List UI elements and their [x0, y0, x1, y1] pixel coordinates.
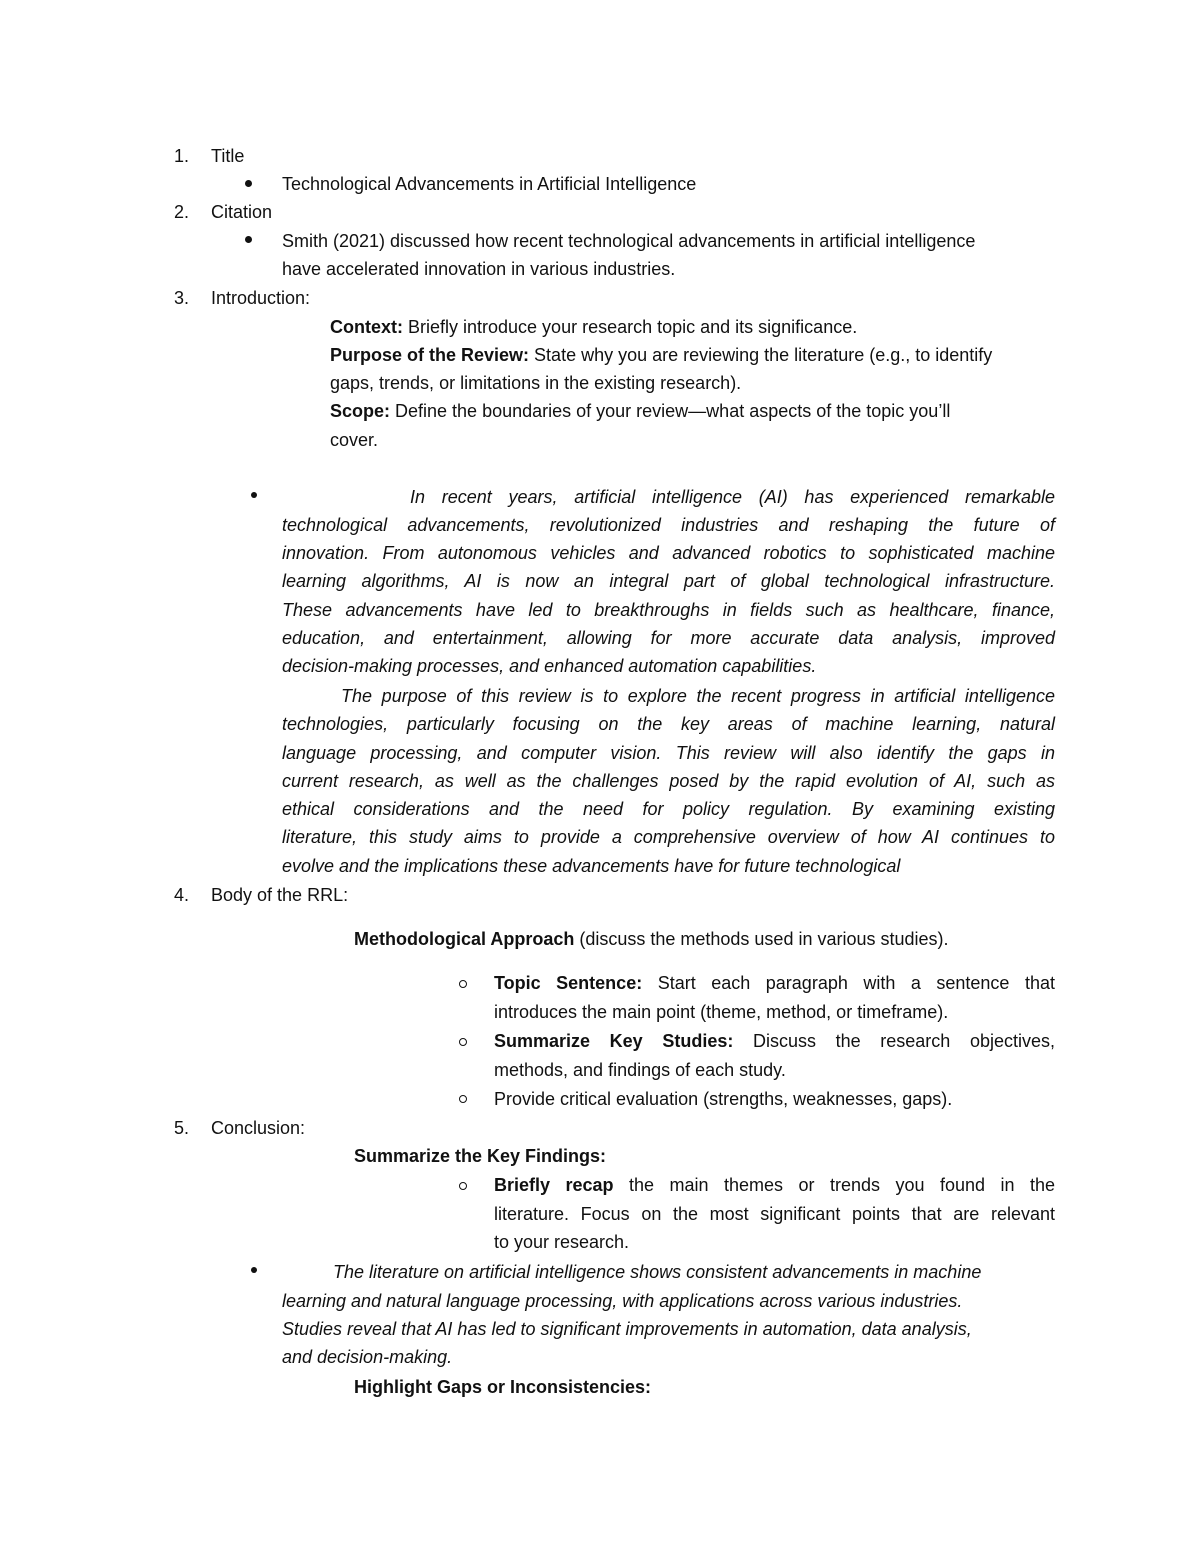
list-number-1: 1. [174, 146, 190, 166]
section-heading-body: Body of the RRL: [211, 885, 349, 905]
purpose-text: State why you are reviewing the literature (e.g., to identify [529, 345, 993, 365]
topic-sentence-line [494, 971, 1055, 995]
intro-para2-line: ethical considerations and the need for policy regulation. By examining existing [282, 799, 1055, 819]
bullet-icon [251, 1267, 257, 1273]
scope-line [330, 399, 950, 423]
summarize-text-cont: methods, and findings of each study. [494, 1060, 786, 1080]
citation-line: Smith (2021) discussed how recent technological advancements in artificial intelligence [282, 231, 976, 251]
conclusion-para-line: Studies reveal that AI has led to significant improvements in automation, data analysis, [282, 1319, 972, 1339]
bullet-icon [251, 492, 257, 498]
summarize-text: Discuss the research objectives, [752, 1031, 1055, 1051]
bullet-icon [245, 236, 252, 243]
purpose-label: Purpose of the Review: [330, 345, 530, 365]
gaps-label: Highlight Gaps or Inconsistencies: [354, 1377, 652, 1397]
purpose-line [330, 343, 992, 367]
recap-text: the main themes or trends you found in the [629, 1175, 1055, 1195]
purpose-text-cont: gaps, trends, or limitations in the existing research). [330, 373, 742, 393]
title-text: Technological Advancements in Artificial Intelligence [282, 174, 697, 194]
topic-text: Start each paragraph with a sentence that [657, 973, 1055, 993]
section-heading-introduction: Introduction: [211, 288, 311, 308]
intro-para1-line: technological advancements, revolutionized industries and reshaping the future of [282, 515, 1055, 535]
intro-para2-line: technologies, particularly focusing on the key areas of machine learning, natural [282, 714, 1055, 734]
bullet-icon [245, 180, 252, 187]
intro-para1-line: innovation. From autonomous vehicles and advanced robotics to sophisticated machine [282, 543, 1055, 563]
summarize-line [494, 1029, 1055, 1053]
scope-label: Scope: [330, 401, 391, 421]
critical-evaluation-text: Provide critical evaluation (strengths, weaknesses, gaps). [494, 1089, 953, 1109]
context-text: Briefly introduce your research topic and its significance. [403, 317, 858, 337]
section-heading-citation: Citation [211, 202, 273, 222]
section-heading-conclusion: Conclusion: [211, 1118, 306, 1138]
context-label: Context: [330, 317, 403, 337]
method-label: Methodological Approach [354, 929, 575, 949]
conclusion-para-line: learning and natural language processing, with applications across various industries. [282, 1291, 963, 1311]
citation-line: have accelerated innovation in various industries. [282, 259, 676, 279]
list-number-5: 5. [174, 1118, 190, 1138]
intro-para1-line: In recent years, artificial intelligence (AI) has experienced remarkable [410, 487, 1055, 507]
topic-label: Topic Sentence: [494, 973, 643, 993]
intro-para2-line: evolve and the implications these advancements have for future technological [282, 856, 901, 876]
intro-para2-line: current research, as well as the challenges posed by the rapid evolution of AI, such as [282, 771, 1055, 791]
findings-label: Summarize the Key Findings: [354, 1146, 607, 1166]
intro-para2-line: The purpose of this review is to explore the recent progress in artificial intelligence [341, 686, 1055, 706]
method-line [354, 927, 949, 951]
circle-bullet-icon [459, 1182, 467, 1190]
intro-para1-line: These advancements have led to breakthroughs in fields such as healthcare, finance, [282, 600, 1055, 620]
list-number-2: 2. [174, 202, 190, 222]
intro-para1-line: education, and entertainment, allowing for more accurate data analysis, improved [282, 628, 1055, 648]
intro-para1-line: learning algorithms, AI is now an integral part of global technological infrastructure. [282, 571, 1055, 591]
context-line [330, 315, 857, 339]
recap-line [494, 1173, 1055, 1197]
list-number-4: 4. [174, 885, 190, 905]
intro-para1-line: decision-making processes, and enhanced automation capabilities. [282, 656, 817, 676]
intro-para2-line: language processing, and computer vision. This review will also identify the gaps in [282, 743, 1055, 763]
circle-bullet-icon [459, 1038, 467, 1046]
recap-text-cont: literature. Focus on the most significant points that are relevant [494, 1204, 1055, 1224]
topic-text-cont: introduces the main point (theme, method, or timeframe). [494, 1002, 949, 1022]
conclusion-para-line: The literature on artificial intelligence shows consistent advancements in machine [333, 1262, 982, 1282]
section-heading-title: Title [211, 146, 245, 166]
method-text: (discuss the methods used in various studies). [574, 929, 949, 949]
circle-bullet-icon [459, 1095, 467, 1103]
list-number-3: 3. [174, 288, 190, 308]
scope-text: Define the boundaries of your review—what aspects of the topic you’ll [390, 401, 951, 421]
recap-label: Briefly recap [494, 1175, 614, 1195]
summarize-label: Summarize Key Studies: [494, 1031, 734, 1051]
intro-para2-line: literature, this study aims to provide a comprehensive overview of how AI continues to [282, 827, 1055, 847]
circle-bullet-icon [459, 980, 467, 988]
conclusion-para-line: and decision-making. [282, 1347, 453, 1367]
recap-text-cont: to your research. [494, 1232, 630, 1252]
scope-text-cont: cover. [330, 430, 379, 450]
